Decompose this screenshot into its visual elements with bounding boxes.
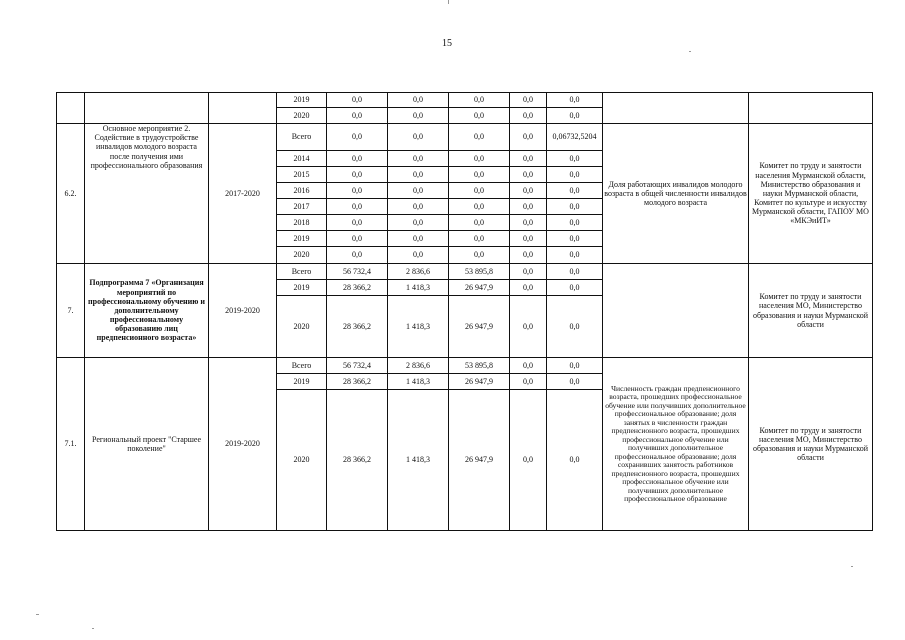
indicator-cell: Численность граждан предпенсионного возраста, прошедших профессиональное обучение или получивших дополнительное профессиональное образование; доля занятых в численности граждан предпенсионного возраста, прошедших профессиональное обучение или получивших дополнительное профессиональное образование; доля сохранивших занятость работников предпенсионного возраста, прошедших профессиональное обучение или получивших дополнительное профессиональное образование [603,358,749,531]
year-cell: Всего [277,124,327,151]
table-row [57,358,873,374]
value-cell: 0,0 [510,231,547,247]
year-cell: Всего [277,358,327,374]
value-cell: 0,0 [388,93,449,108]
executor-cell: Комитет по труду и занятости населения МО, Министерство образования и науки Мурманской области [749,358,873,531]
value-cell: 56 732,4 [327,358,388,374]
executor-cell: Комитет по труду и занятости населения МО, Министерство образования и науки Мурманской области [749,264,873,358]
value-cell: 0,0 [510,390,547,531]
row-name-cell: Подпрограмма 7 «Организация мероприятий по профессиональному обучению и дополнительному профессиональному образованию лиц предпенсионного возраста» [85,264,209,358]
year-cell: 2014 [277,151,327,167]
value-cell: 0,0 [449,183,510,199]
row-period-cell [209,93,277,124]
value-cell: 0,0 [449,231,510,247]
year-cell: 2019 [277,280,327,296]
year-cell: 2017 [277,199,327,215]
page-number: 15 [442,38,452,49]
value-cell: 0,0 [449,247,510,264]
value-cell: 0,0 [388,231,449,247]
value-cell: 0,0 [547,215,603,231]
value-cell: 0,0 [327,231,388,247]
row-number-cell: 7.1. [57,358,85,531]
value-cell: 0,0 [547,199,603,215]
indicator-cell [603,264,749,358]
value-cell: 0,0 [388,167,449,183]
year-cell: 2019 [277,93,327,108]
value-cell: 56 732,4 [327,264,388,280]
scan-speck [448,0,449,4]
value-cell: 0,0 [510,374,547,390]
value-cell: 26 947,9 [449,280,510,296]
executor-cell [749,93,873,124]
year-cell: 2020 [277,390,327,531]
year-cell: 2019 [277,374,327,390]
indicator-cell: Доля работающих инвалидов молодого возраста в общей численности инвалидов молодого возраста [603,124,749,264]
row-period-cell: 2017-2020 [209,124,277,264]
indicator-cell [603,93,749,124]
row-name-cell: Основное мероприятие 2. Содействие в трудоустройстве инвалидов молодого возраста после получения ими профессионального образования [85,124,209,264]
value-cell: 26 947,9 [449,296,510,358]
value-cell: 0,0 [510,215,547,231]
value-cell: 0,0 [388,151,449,167]
value-cell: 0,0 [547,151,603,167]
value-cell: 1 418,3 [388,374,449,390]
value-cell: 0,0 [449,93,510,108]
row-period-cell: 2019-2020 [209,264,277,358]
value-cell: 2 836,6 [388,264,449,280]
year-cell: 2015 [277,167,327,183]
value-cell: 0,0 [327,151,388,167]
executor-cell: Комитет по труду и занятости населения Мурманской области, Министерство образования и науки Мурманской области, Комитет по культуре и искусству Мурманской области, ГАПОУ МО «МКЭиИТ» [749,124,873,264]
value-cell: 0,0 [547,264,603,280]
value-cell: 0,0 [547,247,603,264]
value-cell: 0,0 [510,296,547,358]
row-period-cell: 2019-2020 [209,358,277,531]
table-row [57,264,873,280]
value-cell: 0,0 [388,183,449,199]
value-cell: 0,0 [547,296,603,358]
value-cell: 0,0 [510,124,547,151]
value-cell: 0,0 [449,215,510,231]
value-cell: 0,0 [510,358,547,374]
value-cell: 0,0 [388,108,449,124]
value-cell: 0,0 [547,358,603,374]
value-cell: 0,0 [327,124,388,151]
value-cell: 0,0 [388,247,449,264]
value-cell: 0,0 [449,167,510,183]
value-cell: 0,0 [510,183,547,199]
year-cell: Всего [277,264,327,280]
table-row [57,124,873,151]
value-cell: 0,0 [327,183,388,199]
value-cell: 0,0 [449,199,510,215]
table-row [57,93,873,108]
row-number-cell: 6.2. [57,124,85,264]
value-cell: 0,0 [510,199,547,215]
value-cell: 0,0 [547,390,603,531]
value-cell: 0,0 [510,264,547,280]
year-cell: 2020 [277,247,327,264]
value-cell: 0,0 [327,93,388,108]
row-number-cell: 7. [57,264,85,358]
value-cell: 28 366,2 [327,280,388,296]
value-cell: 26 947,9 [449,374,510,390]
value-cell: 28 366,2 [327,296,388,358]
year-cell: 2020 [277,296,327,358]
value-cell: 0,0 [547,108,603,124]
value-cell: 2 836,6 [388,358,449,374]
value-cell: 0,0 [510,247,547,264]
value-cell: 0,0 [547,280,603,296]
scan-speck [92,628,94,629]
scan-speck [36,614,39,615]
value-cell: 0,0 [510,151,547,167]
value-cell: 1 418,3 [388,280,449,296]
value-cell: 1 418,3 [388,296,449,358]
value-cell: 0,0 [327,247,388,264]
value-cell: 0,0 [327,167,388,183]
value-cell: 0,0 [547,93,603,108]
value-cell: 0,0 [388,199,449,215]
value-cell: 53 895,8 [449,264,510,280]
value-cell: 0,06732,5204 [547,124,603,151]
value-cell: 0,0 [449,124,510,151]
row-name-cell [85,93,209,124]
value-cell: 0,0 [449,108,510,124]
value-cell: 0,0 [510,93,547,108]
value-cell: 0,0 [547,183,603,199]
value-cell: 0,0 [510,167,547,183]
value-cell: 0,0 [327,199,388,215]
year-cell: 2020 [277,108,327,124]
year-cell: 2018 [277,215,327,231]
year-cell: 2016 [277,183,327,199]
value-cell: 0,0 [327,215,388,231]
value-cell: 53 895,8 [449,358,510,374]
value-cell: 28 366,2 [327,390,388,531]
scan-speck [689,51,691,52]
value-cell: 0,0 [388,124,449,151]
row-number-cell [57,93,85,124]
value-cell: 0,0 [510,108,547,124]
row-name-cell: Региональный проект "Старшее поколение" [85,358,209,531]
scan-speck [851,566,853,567]
value-cell: 0,0 [547,374,603,390]
value-cell: 0,0 [547,167,603,183]
value-cell: 0,0 [547,231,603,247]
value-cell: 26 947,9 [449,390,510,531]
year-cell: 2019 [277,231,327,247]
value-cell: 0,0 [327,108,388,124]
value-cell: 0,0 [449,151,510,167]
value-cell: 1 418,3 [388,390,449,531]
program-table [56,92,873,531]
value-cell: 0,0 [510,280,547,296]
value-cell: 28 366,2 [327,374,388,390]
value-cell: 0,0 [388,215,449,231]
